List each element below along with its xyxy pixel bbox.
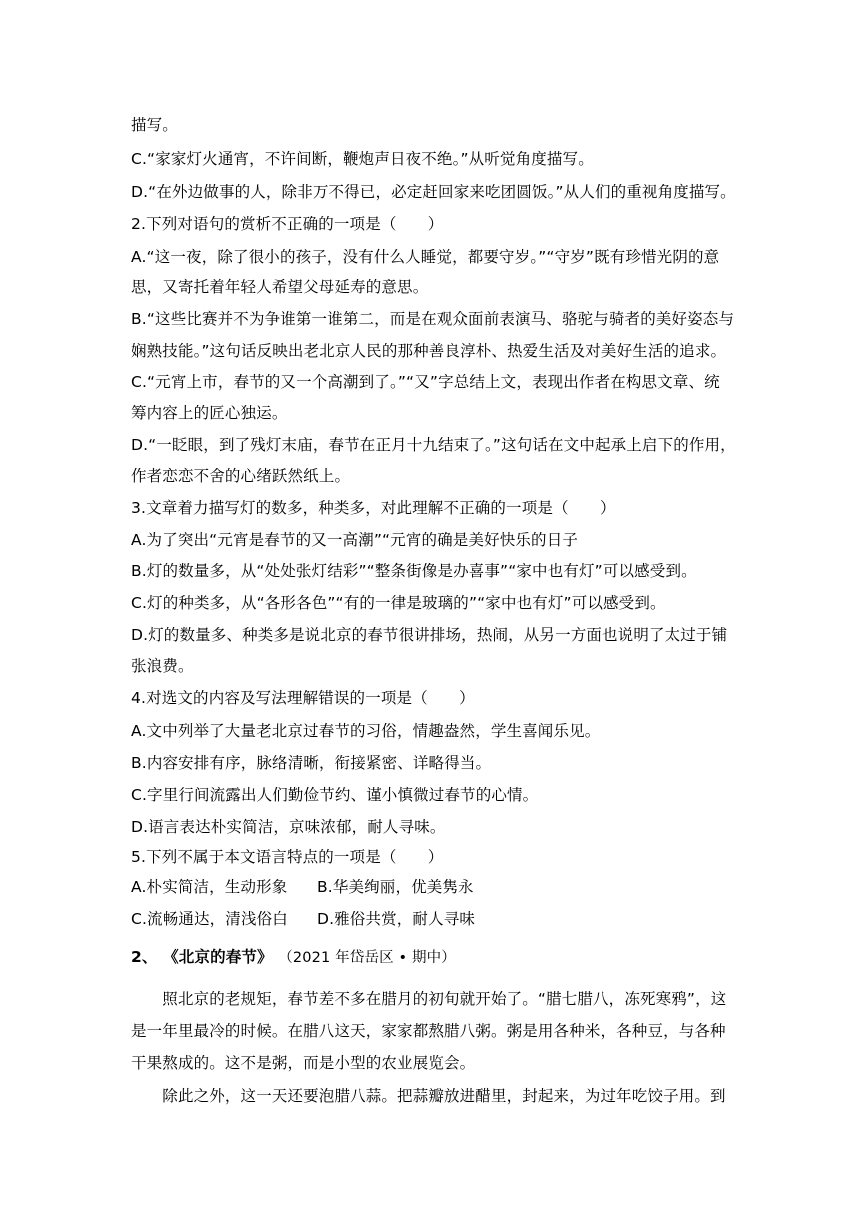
section-number: 2、 (131, 948, 158, 966)
text-line: 娴熟技能。”这句话反映出老北京人民的那种善良淳朴、热爱生活及对美好生活的追求。 (131, 342, 727, 360)
text-line: 4.对选文的内容及写法理解错误的一项是（ ） (131, 689, 475, 707)
passage-line: 干果熬成的。这不是粥，而是小型的农业展览会。 (131, 1054, 476, 1072)
text-line: C.字里行间流露出人们勤俭节约、谨小慎微过春节的心情。 (131, 786, 539, 804)
passage-line: 照北京的老规矩，春节差不多在腊月的初旬就开始了。“腊七腊八，冻死寒鸦”，这 (131, 990, 727, 1008)
section-source: （2021 年岱岳区 • 期中） (278, 950, 456, 966)
text-line: 3.文章着力描写灯的数多，种类多，对此理解不正确的一项是（ ） (131, 499, 616, 517)
text-line: C.“元宵上市，春节的又一个高潮到了。”“又”字总结上文，表现出作者在构思文章、统 (131, 373, 720, 391)
text-line: C.灯的种类多，从“各形各色”“有的一律是玻璃的”“家中也有灯”可以感受到。 (131, 594, 666, 612)
passage-line: 除此之外，这一天还要泡腊八蒜。把蒜瓣放进醋里，封起来，为过年吃饺子用。到 (131, 1087, 726, 1105)
text-line: B.“这些比赛并不为争谁第一谁第二，而是在观众面前表演马、骆驼与骑者的美好姿态与 (131, 310, 735, 328)
text-line: D.语言表达朴实简洁，京味浓郁，耐人寻味。 (131, 818, 446, 836)
q5-options-row-1 (131, 877, 474, 897)
passage-line: 是一年里最冷的时候。在腊八这天，家家都熬腊八粥。粥是用各种米，各种豆，与各种 (131, 1022, 726, 1040)
text-line: D.灯的数量多、种类多是说北京的春节很讲排场，热闹，从另一方面也说明了太过于铺 (131, 626, 728, 644)
q5-option-d: D.雅俗共赏，耐人寻味 (317, 910, 476, 928)
text-line: 2.下列对语句的赏析不正确的一项是（ ） (131, 215, 444, 233)
text-line: 张浪费。 (131, 657, 194, 675)
text-line: D.“在外边做事的人，除非万不得已，必定赶回家来吃团圆饭。”从人们的重视角度描写。 (131, 183, 736, 201)
text-line: 5.下列不属于本文语言特点的一项是（ ） (131, 848, 444, 866)
text-line: A.“这一夜，除了很小的孩子，没有什么人睡觉，都要守岁。”“守岁”既有珍惜光阴的意 (131, 248, 720, 266)
text-line: 思，又寄托着年轻人希望父母延寿的意思。 (131, 278, 429, 296)
q5-option-b: B.华美绚丽，优美隽永 (317, 878, 474, 896)
q5-option-c: C.流畅通达，清浅俗白 (131, 910, 288, 928)
section-title: 《北京的春节》 (163, 948, 273, 966)
text-line: 描写。 (131, 116, 178, 134)
text-line: 筹内容上的匠心独运。 (131, 404, 288, 422)
text-line: B.内容安排有序，脉络清晰，衔接紧密、详略得当。 (131, 754, 492, 772)
text-line: 作者恋恋不舍的心绪跃然纸上。 (131, 467, 351, 485)
text-line: D.“一眨眼，到了残灯末庙，春节在正月十九结束了。”这句话在文中起承上启下的作用， (131, 436, 736, 454)
section-heading (131, 947, 456, 968)
text-line: A.为了突出“元宵是春节的又一高潮”“元宵的确是美好快乐的日子 (131, 531, 578, 549)
q5-option-a: A.朴实简洁，生动形象 (131, 878, 288, 896)
q5-options-row-2 (131, 909, 476, 929)
text-line: B.灯的数量多，从“处处张灯结彩”“整条街像是办喜事”“家中也有灯”可以感受到。 (131, 562, 697, 580)
text-line: C.“家家灯火通宵，不许间断，鞭炮声日夜不绝。”从听觉角度描写。 (131, 150, 594, 168)
text-line: A.文中列举了大量老北京过春节的习俗，情趣盎然，学生喜闻乐见。 (131, 722, 601, 740)
